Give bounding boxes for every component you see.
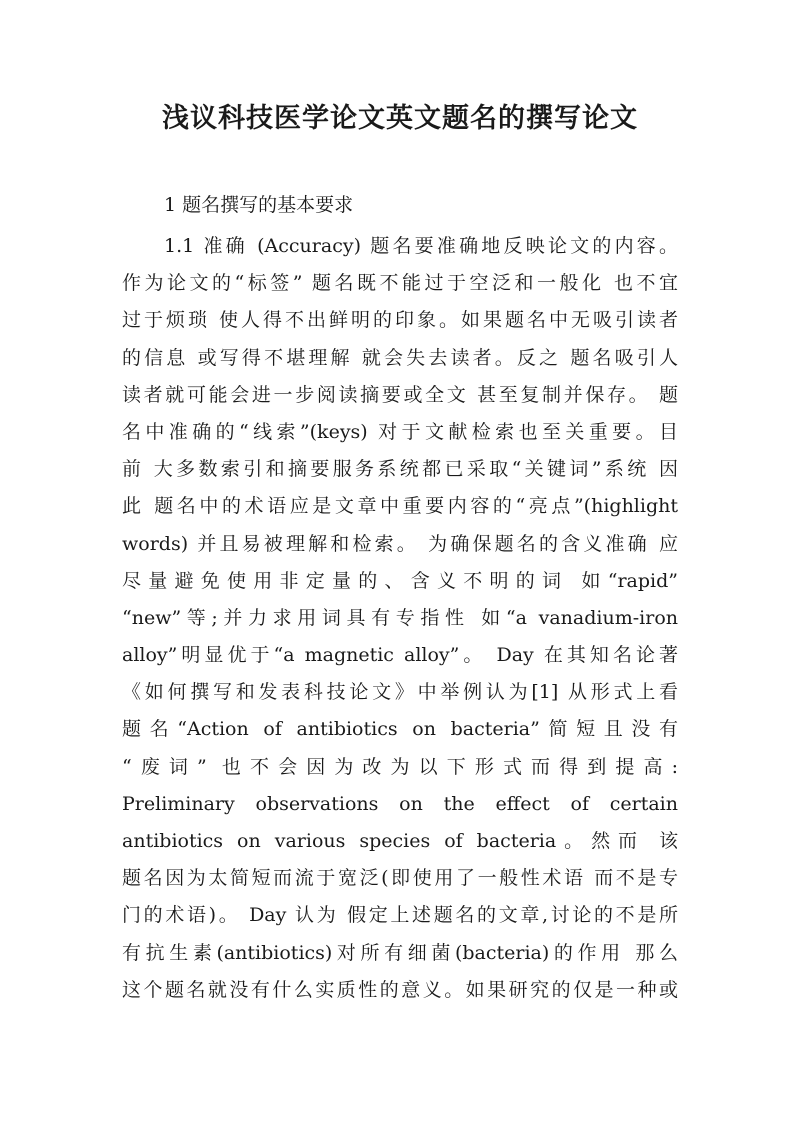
text-line: words) 并且易被理解和检索。 为确保题名的含义准确 应	[122, 532, 678, 555]
text-line: 题名“Action of antibiotics on bacteria”简短且没有	[122, 718, 678, 741]
text-line: 题名因为太简短而流于宽泛(即使用了一般性术语 而不是专	[122, 867, 678, 890]
text-line: 前 大多数索引和摘要服务系统都已采取“关键词”系统 因	[122, 458, 678, 481]
text-line: “new”等;并力求用词具有专指性 如“a vanadium-iron	[122, 606, 678, 629]
document-title: 浅议科技医学论文英文题名的撰写论文	[162, 103, 638, 134]
text-line: 尽量避免使用非定量的、含义不明的词 如“rapid”	[122, 569, 678, 592]
text-line: alloy”明显优于“a magnetic alloy”。 Day 在其知名论著	[122, 644, 678, 667]
text-line: 作为论文的“标签” 题名既不能过于空泛和一般化 也不宜	[122, 272, 678, 295]
section-heading: 1 题名撰写的基本要求	[164, 194, 354, 216]
text-line: 过于烦琐 使人得不出鲜明的印象。如果题名中无吸引读者	[122, 309, 678, 332]
body-paragraph	[122, 228, 678, 1009]
text-line: 门的术语)。 Day 认为 假定上述题名的文章,讨论的不是所	[122, 904, 678, 927]
text-line: 的信息 或写得不堪理解 就会失去读者。反之 题名吸引人	[122, 346, 678, 369]
text-line: 有抗生素(antibiotics)对所有细菌(bacteria)的作用 那么	[122, 941, 678, 964]
text-line: 读者就可能会进一步阅读摘要或全文 甚至复制并保存。 题	[122, 383, 678, 406]
text-line: 这个题名就没有什么实质性的意义。如果研究的仅是一种或	[122, 978, 678, 1001]
text-line: Preliminary observations on the effect of certain	[122, 792, 678, 815]
text-line: 此 题名中的术语应是文章中重要内容的“亮点”(highlight	[122, 495, 678, 518]
text-line: “废词” 也不会因为改为以下形式而得到提高:	[122, 755, 678, 778]
text-line: 1.1 准确 (Accuracy) 题名要准确地反映论文的内容。	[164, 235, 678, 257]
text-line: 名中准确的“线索”(keys) 对于文献检索也至关重要。目	[122, 420, 678, 443]
text-line: 《如何撰写和发表科技论文》中举例认为[1] 从形式上看	[122, 681, 678, 704]
text-line: antibiotics on various species of bacteria。然而 该	[122, 830, 678, 852]
